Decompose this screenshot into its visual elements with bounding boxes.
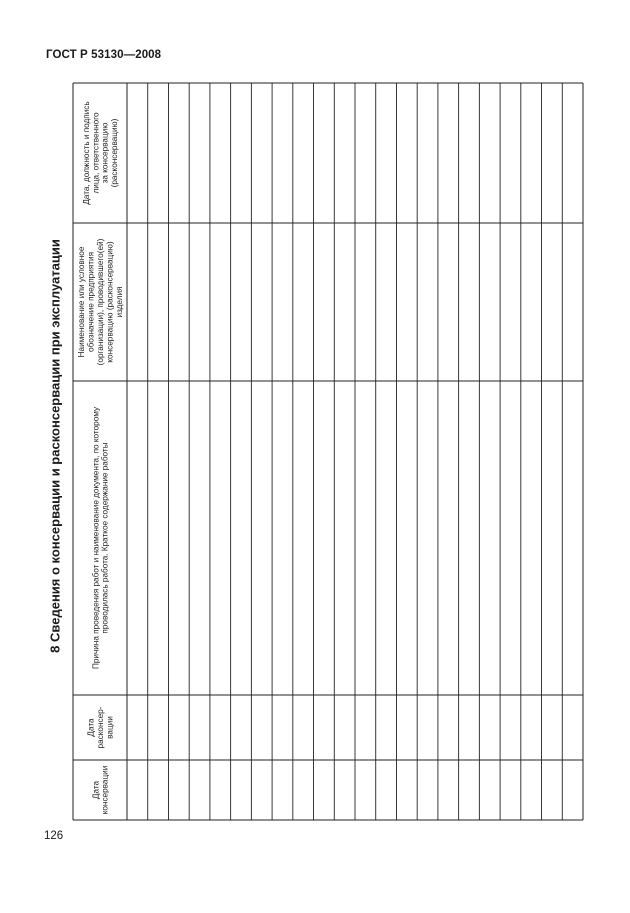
section-title-text: 8 Сведения о консервации и расконсервации при эксплуатации — [47, 239, 63, 653]
column-header-1 — [91, 766, 109, 815]
column-header-5 — [82, 101, 119, 204]
column-header-line: изделия — [114, 286, 124, 318]
page-number: 126 — [44, 830, 64, 842]
column-header-line: Дата — [86, 718, 96, 737]
column-header-4 — [77, 238, 124, 365]
column-header-line: вации — [105, 716, 115, 739]
column-header-line: Дата, должность и подпись — [81, 101, 91, 205]
column-header-line: лица, ответственного — [91, 112, 101, 194]
column-header-line: обозначение предприятия — [86, 252, 96, 352]
column-header-line: проводилась работа. Краткое содержание работы — [100, 442, 110, 634]
column-header-line: за консервацию — [100, 122, 110, 184]
column-header-line: расконсер- — [96, 706, 105, 749]
column-header-line: консервацию (расконсервацию) — [105, 241, 115, 363]
table-header-cells — [77, 101, 124, 814]
column-header-line: Дата — [91, 780, 101, 800]
column-header-line: (организации), проводившего(ей) — [96, 238, 105, 366]
column-header-3 — [91, 406, 109, 669]
column-header-2 — [87, 706, 115, 748]
column-header-line: Причина проведения работ и наименование документа, по которому — [91, 406, 101, 670]
column-header-line: (расконсервацию) — [110, 118, 120, 188]
column-header-line: консервации — [100, 765, 110, 815]
document-header: ГОСТ Р 53130—2008 — [46, 49, 162, 61]
table-grid — [73, 83, 583, 820]
column-header-line: Наименование или условное — [77, 246, 87, 358]
